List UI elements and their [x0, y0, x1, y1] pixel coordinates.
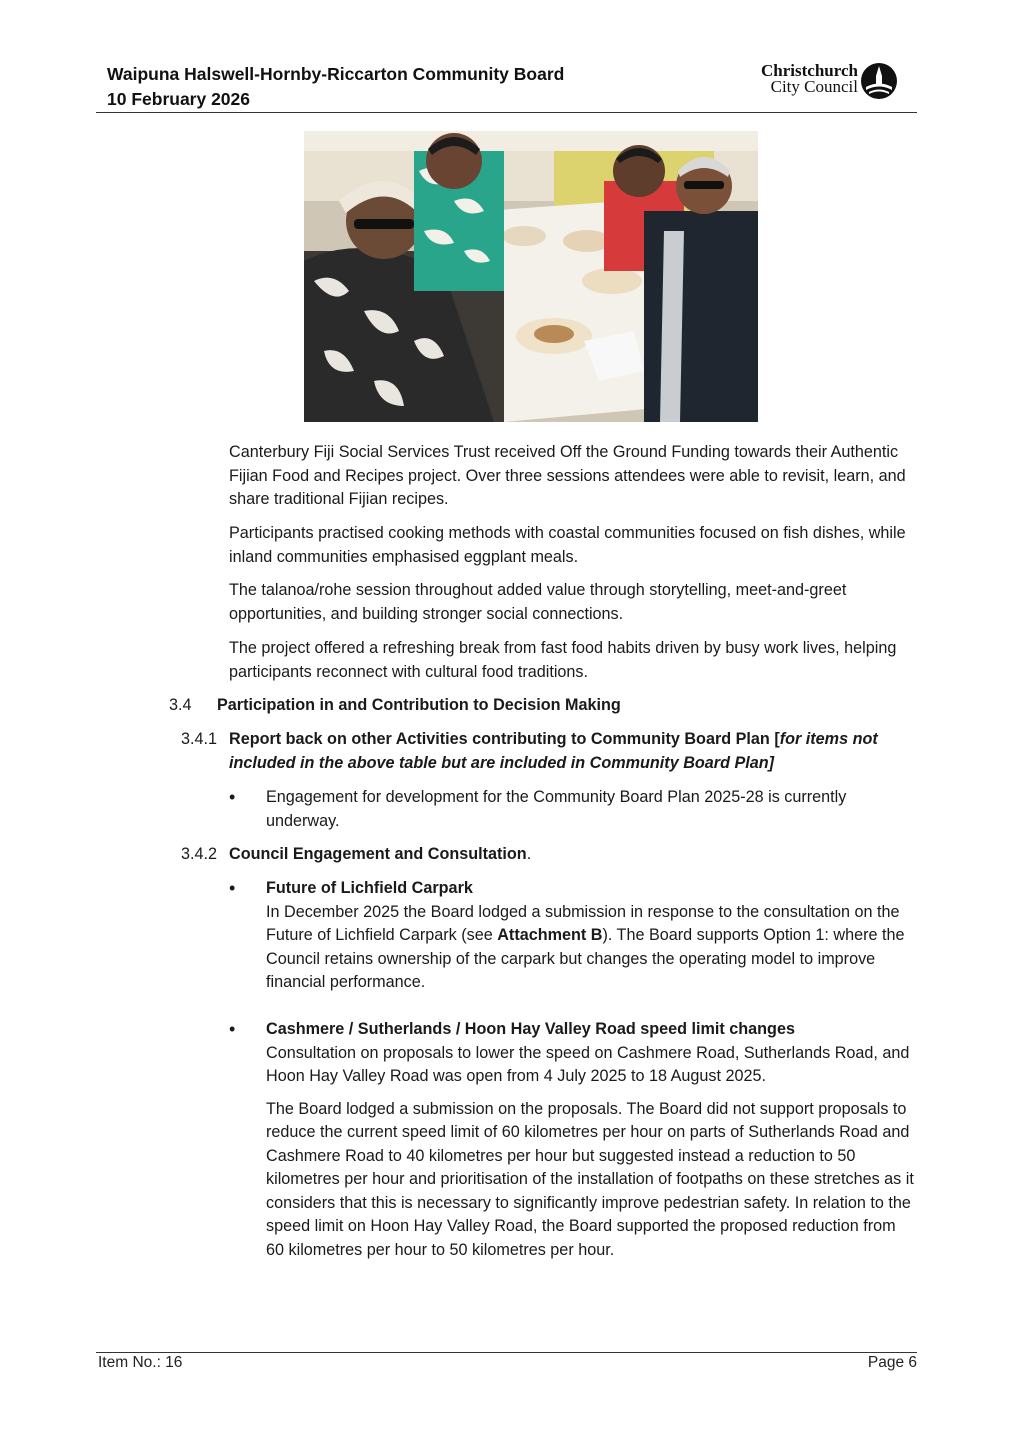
section-3-4-1-number: 3.4.1	[181, 730, 218, 748]
speed-limit-text-2: The Board lodged a submission on the proposals. The Board did not support proposals to reduce the current speed limit of 60 kilometres per hour on parts of Sutherlands Road and Cashmere Road to 40 kilometres per hour but suggested instead a reduction to 50 kilometres per hour and prioritisation of the installation of footpaths on these stretches as it considers that this is necessary to significantly improve pedestrian safety. In relation to the speed limit on Hoon Hay Valley Road, the Board supported the proposed reduction from 60 kilometres per hour to 50 kilometres per hour.	[266, 1099, 914, 1259]
section-3-4-number: 3.4	[169, 696, 192, 714]
page-number: Page 6	[867, 1354, 917, 1371]
footer-rule	[96, 1352, 917, 1353]
section-3-4-1-title-italic: for items not included in the above table but are included in Community Board Plan]	[229, 730, 878, 772]
section-3-4-2-title	[229, 843, 909, 867]
section-3-4-2-title-suffix: .	[526, 845, 532, 863]
paragraph-1: Canterbury Fiji Social Services Trust received Off the Ground Funding towards their Authentic Fijian Food and Recipes project. Over three sessions attendees were able to revisit, learn, and share traditional Fijian recipes.	[229, 443, 906, 508]
section-3-4-1-title	[229, 728, 909, 775]
item-number: Item No.: 16	[98, 1354, 183, 1371]
council-logo	[746, 62, 898, 102]
speed-limit-text-1: Consultation on proposals to lower the speed on Cashmere Road, Sutherlands Road, and Hoon Hay Valley Road was open from 4 July 2025 to 18 August 2025.	[266, 1043, 910, 1085]
event-photo	[304, 131, 758, 422]
section-3-4-2-number: 3.4.2	[181, 845, 218, 863]
meeting-date: 10 February 2026	[107, 89, 251, 109]
cathedral-emblem-icon	[860, 62, 898, 100]
attachment-b-reference: Attachment B	[497, 926, 603, 944]
logo-line-1: Christchurch	[761, 61, 858, 80]
section-3-4-2-title-text: Council Engagement and Consultation	[229, 845, 527, 863]
bullet-icon: •	[229, 787, 236, 807]
paragraph-4: The project offered a refreshing break from fast food habits driven by busy work lives, helping participants reconnect with cultural food traditions.	[229, 639, 897, 681]
lichfield-heading: Future of Lichfield Carpark	[266, 879, 473, 897]
section-3-4-1-bullet: Engagement for development for the Community Board Plan 2025-28 is currently underway.	[266, 788, 847, 830]
lichfield-text-before: In December 2025 the Board lodged a submission in response to the consultation on the Future of Lichfield Carpark (see	[266, 902, 900, 944]
speed-limit-heading: Cashmere / Sutherlands / Hoon Hay Valley Road speed limit changes	[266, 1020, 795, 1038]
header-rule	[96, 112, 917, 113]
document-header	[107, 62, 564, 112]
lichfield-text-after: ). The Board supports Option 1: where the Council retains ownership of the carpark but changes the operating model to improve financial performance.	[266, 926, 905, 991]
section-3-4-1-title-bold: Report back on other Activities contributing to Community Board Plan [	[229, 730, 780, 748]
bullet-icon: •	[229, 878, 236, 898]
lichfield-text	[266, 901, 916, 995]
photo-of-women-at-dining-table	[304, 131, 758, 422]
speed-limit-item	[266, 1018, 916, 1262]
lichfield-item	[266, 877, 916, 995]
logo-line-2: City Council	[770, 77, 858, 96]
paragraph-3: The talanoa/rohe session throughout added value through storytelling, meet-and-greet opportunities, and building stronger social connections.	[229, 581, 847, 623]
paragraph-2: Participants practised cooking methods with coastal communities focused on fish dishes, while inland communities emphasised eggplant meals.	[229, 524, 906, 566]
bullet-icon: •	[229, 1019, 236, 1039]
board-name: Waipuna Halswell-Hornby-Riccarton Community Board	[107, 64, 565, 84]
section-3-4-title: Participation in and Contribution to Decision Making	[217, 696, 621, 714]
